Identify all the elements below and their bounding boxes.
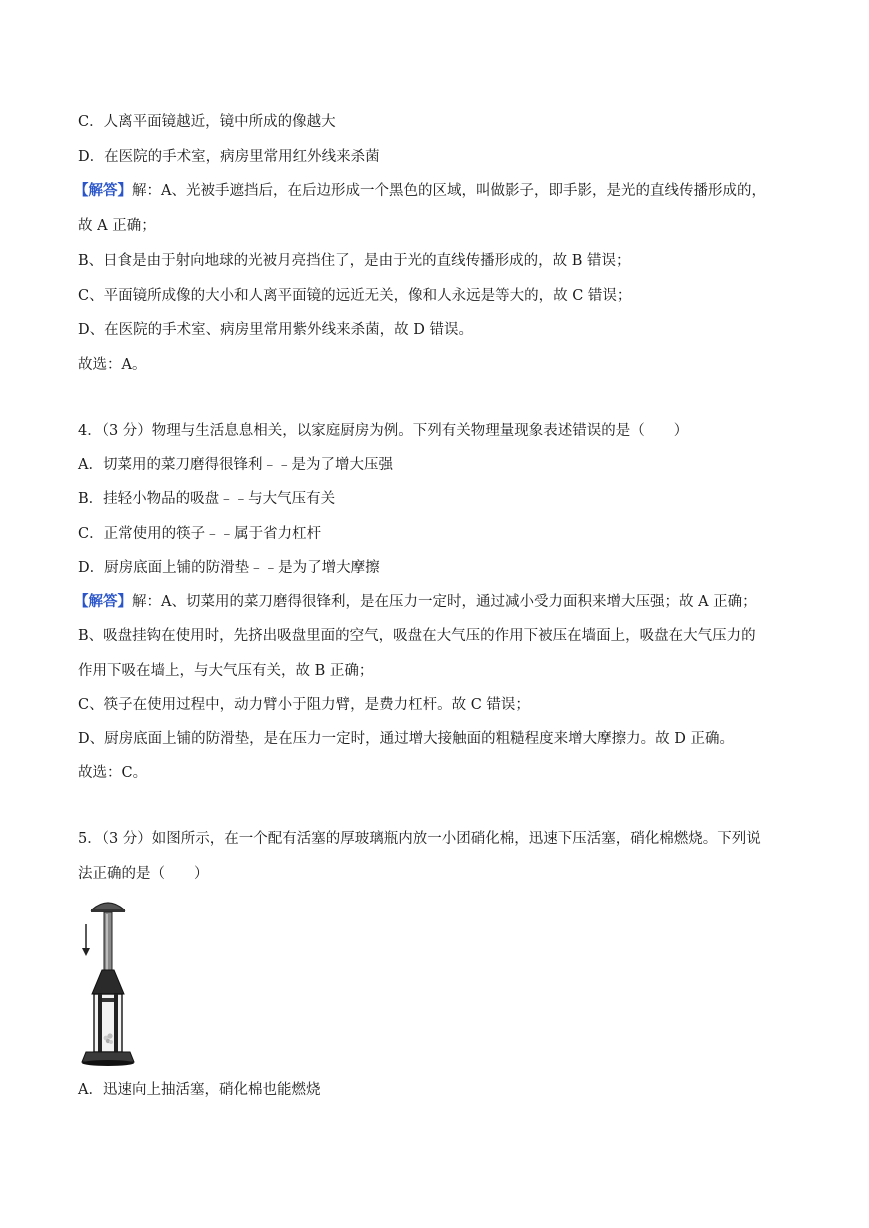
q3-answer-text-1: 解：A、光被手遮挡后，在后边形成一个黑色的区域，叫做影子，即手影，是光的直线传播形成的，	[132, 183, 766, 199]
q4-answer-line	[74, 592, 757, 612]
q4-option-d: D．厨房底面上铺的防滑垫﹣﹣是为了增大摩擦	[78, 560, 380, 576]
q4-choice: 故选：C。	[78, 765, 148, 781]
cylinder-cap	[92, 970, 124, 994]
q5-stem-2: 法正确的是（ ）	[78, 866, 209, 882]
piston-cylinder-figure	[74, 898, 136, 1070]
q5-stem-1: 5．（3 分）如图所示，在一个配有活塞的厚玻璃瓶内放一小团硝化棉，迅速下压活塞，硝化棉燃烧。下列说	[78, 831, 761, 847]
q4-option-c: C．正常使用的筷子﹣﹣属于省力杠杆	[78, 526, 322, 542]
q3-answer-text-3: B、日食是由于射向地球的光被月亮挡住了，是由于光的直线传播形成的，故 B 错误；	[78, 253, 631, 269]
piston-rod	[104, 912, 112, 972]
q4-answer-text-1: 解：A、切菜用的菜刀磨得很锋利，是在压力一定时，通过减小受力面积来增大压强；故 A 正确；	[132, 594, 757, 610]
q4-option-a: A．切菜用的菜刀磨得很锋利﹣﹣是为了增大压强	[78, 457, 393, 473]
q3-option-c: C．人离平面镜越近，镜中所成的像越大	[78, 114, 336, 130]
q3-answer-text-4: C、平面镜所成像的大小和人离平面镜的远近无关，像和人永远是等大的，故 C 错误；	[78, 288, 632, 304]
q3-answer-text-5: D、在医院的手术室、病房里常用紫外线来杀菌，故 D 错误。	[78, 322, 473, 338]
q5-option-a: A．迅速向上抽活塞，硝化棉也能燃烧	[78, 1082, 321, 1098]
q4-answer-text-3: 作用下吸在墙上，与大气压有关，故 B 正确；	[78, 663, 374, 679]
glass-cylinder	[94, 994, 122, 1052]
answer-tag: 【解答】	[74, 593, 132, 610]
down-arrow-icon	[82, 924, 90, 956]
q4-option-b: B．挂轻小物品的吸盘﹣﹣与大气压有关	[78, 491, 336, 507]
q3-answer-line	[74, 181, 766, 201]
q3-choice: 故选：A。	[78, 357, 147, 373]
piston-handle	[91, 903, 125, 912]
q4-answer-text-2: B、吸盘挂钩在使用时，先挤出吸盘里面的空气，吸盘在大气压的作用下被压在墙面上，吸盘在大气压力的	[78, 628, 756, 644]
answer-tag: 【解答】	[74, 182, 132, 199]
q4-answer-text-4: C、筷子在使用过程中，动力臂小于阻力臂，是费力杠杆。故 C 错误；	[78, 697, 530, 713]
q4-answer-text-5: D、厨房底面上铺的防滑垫，是在压力一定时，通过增大接触面的粗糙程度来增大摩擦力。故 D 正确。	[78, 731, 734, 747]
q3-option-d: D．在医院的手术室，病房里常用红外线来杀菌	[78, 149, 380, 165]
q4-stem: 4．（3 分）物理与生活息息相关，以家庭厨房为例。下列有关物理量现象表述错误的是（ ）	[78, 423, 689, 439]
q3-answer-text-2: 故 A 正确；	[78, 218, 156, 234]
